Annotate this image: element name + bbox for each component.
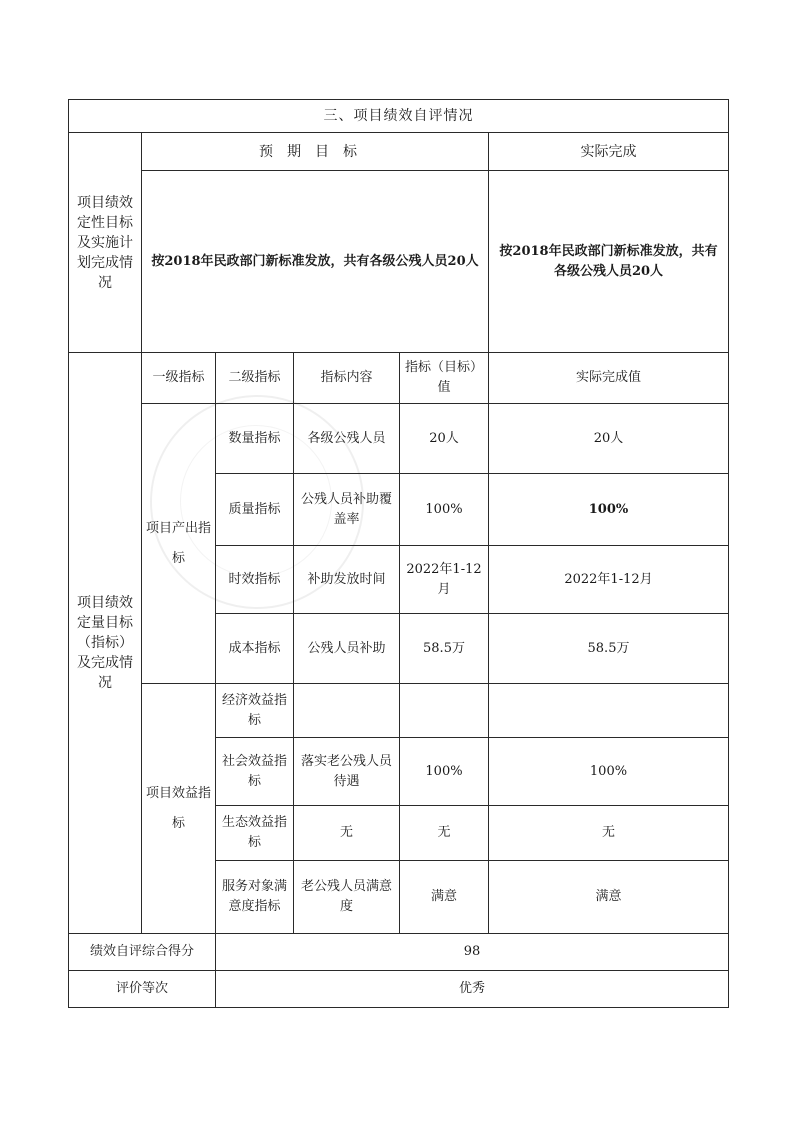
row-target: 100% <box>400 474 489 546</box>
row-target: 满意 <box>400 861 489 934</box>
header-content: 指标内容 <box>294 353 400 404</box>
row-level2: 经济效益指标 <box>216 684 294 738</box>
row-actual: 满意 <box>489 861 729 934</box>
row-target <box>400 684 489 738</box>
row-level2: 成本指标 <box>216 614 294 684</box>
row-content: 补助发放时间 <box>294 546 400 614</box>
row-content: 老公残人员满意度 <box>294 861 400 934</box>
row-target: 2022年1-12月 <box>400 546 489 614</box>
row-actual: 58.5万 <box>489 614 729 684</box>
row-target: 100% <box>400 738 489 806</box>
output-indicator-group: 项目产出指标 <box>142 404 216 684</box>
score-value: 98 <box>216 934 729 971</box>
performance-table <box>68 99 729 1008</box>
score-label: 绩效自评综合得分 <box>69 934 216 971</box>
row-content: 公残人员补助 <box>294 614 400 684</box>
row-content <box>294 684 400 738</box>
quantitative-goals-label: 项目绩效定量目标（指标）及完成情况 <box>69 353 142 934</box>
header-level1: 一级指标 <box>142 353 216 404</box>
row-level2: 时效指标 <box>216 546 294 614</box>
header-actual: 实际完成值 <box>489 353 729 404</box>
actual-completion-header: 实际完成 <box>489 133 729 171</box>
expected-goal-text: 按2018年民政部门新标准发放，共有各级公残人员20人 <box>142 171 489 353</box>
row-actual: 无 <box>489 806 729 861</box>
row-target: 58.5万 <box>400 614 489 684</box>
row-level2: 服务对象满意度指标 <box>216 861 294 934</box>
qualitative-goals-label: 项目绩效定性目标及实施计划完成情况 <box>69 133 142 353</box>
row-actual: 100% <box>489 738 729 806</box>
row-content: 落实老公残人员待遇 <box>294 738 400 806</box>
grade-label: 评价等次 <box>69 971 216 1008</box>
row-level2: 生态效益指标 <box>216 806 294 861</box>
row-content: 各级公残人员 <box>294 404 400 474</box>
benefit-indicator-group: 项目效益指标 <box>142 684 216 934</box>
row-content: 无 <box>294 806 400 861</box>
row-content: 公残人员补助覆盖率 <box>294 474 400 546</box>
header-target: 指标（目标）值 <box>400 353 489 404</box>
row-target: 20人 <box>400 404 489 474</box>
row-actual: 20人 <box>489 404 729 474</box>
row-actual: 100% <box>489 474 729 546</box>
row-target: 无 <box>400 806 489 861</box>
header-level2: 二级指标 <box>216 353 294 404</box>
grade-value: 优秀 <box>216 971 729 1008</box>
row-actual <box>489 684 729 738</box>
row-level2: 质量指标 <box>216 474 294 546</box>
row-level2: 社会效益指标 <box>216 738 294 806</box>
row-level2: 数量指标 <box>216 404 294 474</box>
expected-goal-header: 预期目标 <box>142 133 489 171</box>
section-title: 三、项目绩效自评情况 <box>69 100 729 133</box>
row-actual: 2022年1-12月 <box>489 546 729 614</box>
actual-completion-text: 按2018年民政部门新标准发放，共有各级公残人员20人 <box>489 171 729 353</box>
